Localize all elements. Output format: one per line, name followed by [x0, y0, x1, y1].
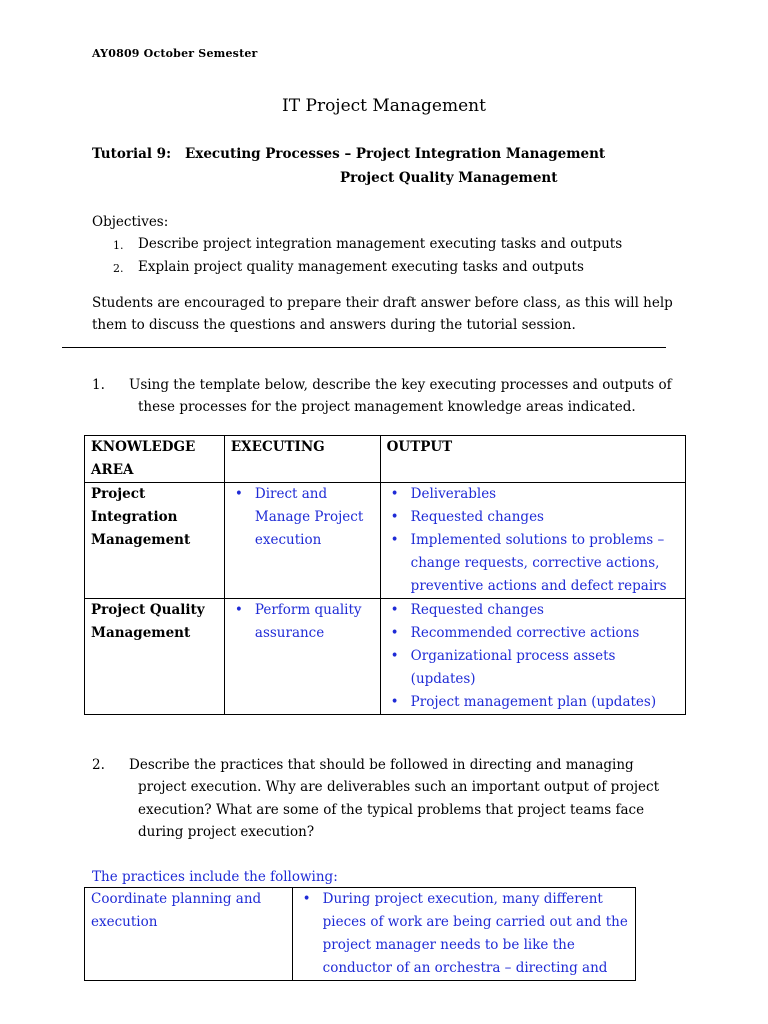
output-item: • Requested changes	[387, 506, 679, 529]
objective-item: Describe project integration management executing tasks and outputs	[138, 236, 623, 252]
executing-cell	[224, 483, 380, 599]
answer-2-intro: The practices include the following:	[92, 869, 338, 885]
executing-item: • Perform quality assurance	[231, 599, 374, 645]
table-row	[85, 599, 686, 715]
question-1-number: 1.	[92, 377, 105, 393]
semester-label: AY0809 October Semester	[92, 47, 258, 60]
knowledge-area-cell: Project Quality Management	[85, 599, 225, 715]
knowledge-area-table	[84, 435, 686, 715]
objective-item: Explain project quality management executing tasks and outputs	[138, 259, 584, 275]
header-knowledge-area: KNOWLEDGE AREA	[85, 436, 225, 483]
question-2-number: 2.	[92, 757, 105, 773]
header-executing: EXECUTING	[224, 436, 380, 483]
tutorial-title-line2: Project Quality Management	[340, 170, 558, 186]
output-cell	[380, 599, 685, 715]
question-2-line: Describe the practices that should be followed in directing and managing	[129, 757, 634, 773]
objective-number: 1.	[113, 239, 124, 252]
table-row	[85, 483, 686, 599]
practice-detail-item: • During project execution, many different pieces of work are being carried out and the project manager needs to be like the conductor of an orchestra – directing and	[299, 888, 629, 980]
table-header-row	[85, 436, 686, 483]
question-1-line: these processes for the project management knowledge areas indicated.	[138, 399, 636, 415]
intro-line: Students are encouraged to prepare their draft answer before class, as this will help	[92, 295, 673, 311]
executing-item: • Direct and Manage Project execution	[231, 483, 374, 552]
question-2-line: execution? What are some of the typical problems that project teams face	[138, 802, 645, 818]
knowledge-area-cell: Project Integration Management	[85, 483, 225, 599]
practice-cell: Coordinate planning and execution	[85, 888, 293, 981]
objectives-heading: Objectives:	[92, 214, 169, 230]
output-item: • Project management plan (updates)	[387, 691, 679, 714]
question-1-line: Using the template below, describe the key executing processes and outputs of	[129, 377, 672, 393]
objective-number: 2.	[113, 262, 124, 275]
output-item: • Implemented solutions to problems – change requests, corrective actions, preventive actions and defect repairs	[387, 529, 679, 598]
executing-cell	[224, 599, 380, 715]
output-item: • Recommended corrective actions	[387, 622, 679, 645]
tutorial-title-line1: Executing Processes – Project Integration Management	[185, 146, 606, 162]
document-title: IT Project Management	[282, 96, 486, 116]
output-cell	[380, 483, 685, 599]
question-2-line: project execution. Why are deliverables such an important output of project	[138, 779, 660, 795]
table-row	[85, 888, 636, 981]
output-item: • Deliverables	[387, 483, 679, 506]
divider	[62, 347, 666, 348]
header-output: OUTPUT	[380, 436, 685, 483]
tutorial-label: Tutorial 9:	[92, 146, 172, 162]
practices-table	[84, 887, 636, 981]
intro-line: them to discuss the questions and answers during the tutorial session.	[92, 317, 576, 333]
output-item: • Requested changes	[387, 599, 679, 622]
output-item: • Organizational process assets (updates)	[387, 645, 679, 691]
practice-detail-cell	[292, 888, 635, 981]
question-2-line: during project execution?	[138, 824, 315, 840]
